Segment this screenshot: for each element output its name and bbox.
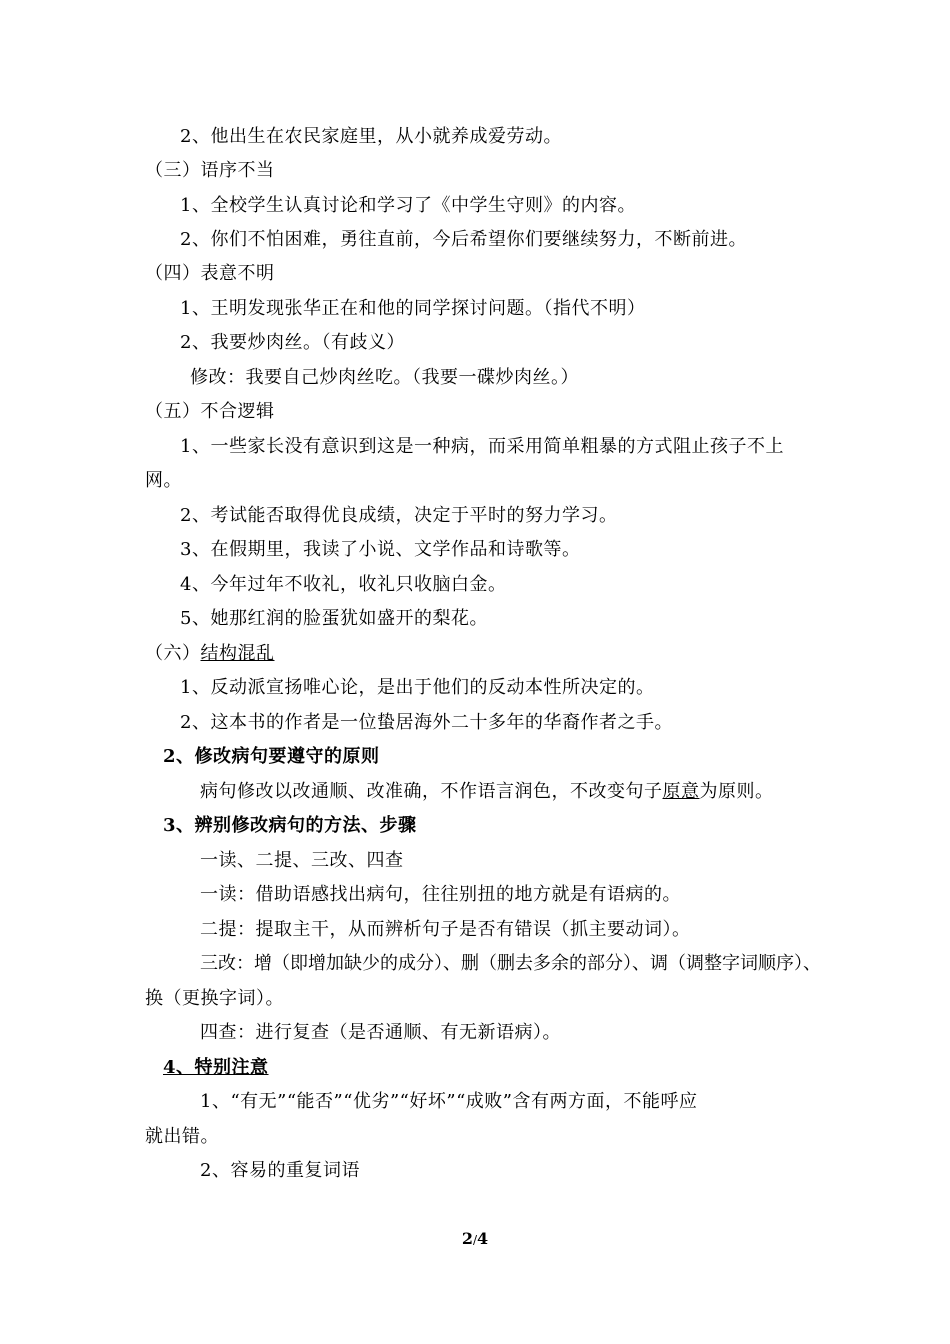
text-segment: 病句修改以改通顺、改准确，不作语言润色，不改变句子	[200, 781, 663, 802]
text-line: 1、王明发现张华正在和他的同学探讨问题。（指代不明）	[180, 298, 646, 319]
text-line: 四查：进行复查（是否通顺、有无新语病）。	[200, 1022, 561, 1043]
text-line: 就出错。	[145, 1126, 219, 1147]
section-heading: （三）语序不当	[145, 160, 275, 181]
section-heading: （四）表意不明	[145, 263, 275, 284]
text-line	[200, 780, 774, 804]
text-line: 三改：增（即增加缺少的成分）、删（删去多余的部分）、调（调整字词顺序）、	[200, 953, 821, 974]
text-line: 一读、二提、三改、四查	[200, 850, 404, 871]
total-pages: 4	[477, 1229, 489, 1248]
text-line: 2、他出生在农民家庭里，从小就养成爱劳动。	[180, 126, 562, 147]
text-line: 1、全校学生认真讨论和学习了《中学生守则》的内容。	[180, 195, 636, 216]
page-separator: /	[472, 1233, 478, 1247]
text-line: 2、考试能否取得优良成绩，决定于平时的努力学习。	[180, 505, 618, 526]
underlined-text: 原意	[662, 781, 700, 802]
section-heading: （五）不合逻辑	[145, 401, 275, 422]
text-line: 换（更换字词）。	[145, 988, 284, 1009]
text-line: 修改：我要自己炒肉丝吃。（我要一碟炒肉丝。）	[190, 367, 579, 388]
heading-number: （六）	[145, 643, 201, 664]
text-segment: 为原则。	[699, 781, 774, 802]
current-page: 2	[461, 1229, 473, 1248]
text-line: 1、一些家长没有意识到这是一种病，而采用简单粗暴的方式阻止孩子不上	[180, 436, 784, 457]
text-line: 2、容易的重复词语	[200, 1160, 360, 1181]
text-line: 一读：借助语感找出病句，往往别扭的地方就是有语病的。	[200, 884, 681, 905]
text-line: 2、我要炒肉丝。（有歧义）	[180, 332, 405, 353]
text-line: 3、在假期里，我读了小说、文学作品和诗歌等。	[180, 539, 581, 560]
bold-underlined-heading: 4、特别注意	[163, 1057, 269, 1078]
text-line: 二提：提取主干，从而辨析句子是否有错误（抓主要动词）。	[200, 919, 691, 940]
page-number	[0, 1228, 950, 1251]
section-heading	[145, 642, 275, 666]
bold-heading: 3、辨别修改病句的方法、步骤	[163, 815, 417, 836]
text-line: 2、这本书的作者是一位蛰居海外二十多年的华裔作者之手。	[180, 712, 673, 733]
text-line: 1、反动派宣扬唯心论，是出于他们的反动本性所决定的。	[180, 677, 655, 698]
heading-underlined-text: 结构混乱	[200, 643, 275, 664]
bold-heading: 2、修改病句要遵守的原则	[163, 746, 380, 767]
text-line: 2、你们不怕困难，勇往直前，今后希望你们要继续努力，不断前进。	[180, 229, 747, 250]
text-line: 4、今年过年不收礼，收礼只收脑白金。	[180, 574, 507, 595]
text-line: 5、她那红润的脸蛋犹如盛开的梨花。	[180, 608, 488, 629]
text-line: 1、“有无”“能否”“优劣”“好坏”“成败”含有两方面，不能呼应	[200, 1091, 698, 1112]
text-line: 网。	[145, 470, 182, 491]
